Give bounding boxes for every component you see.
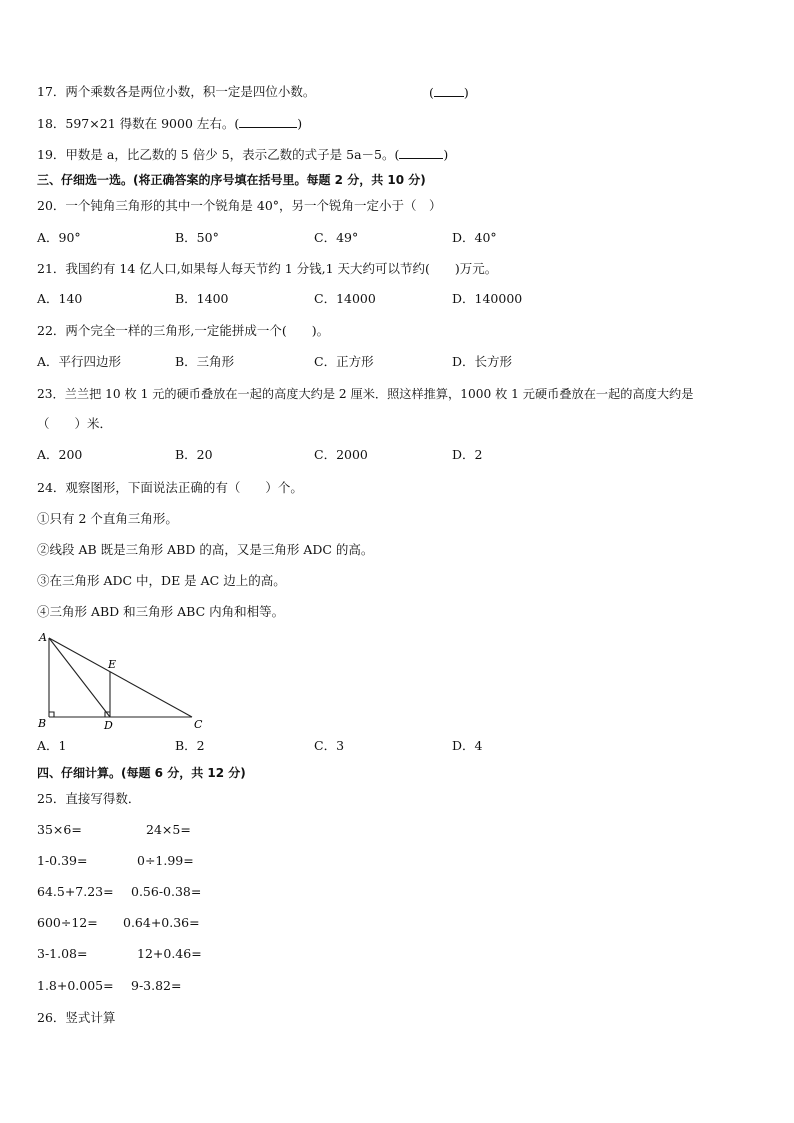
q21-option-b[interactable]: B．1400 — [175, 291, 229, 306]
calc-expression: 1.8+0.005= — [37, 978, 114, 993]
calc-expression: 64.5+7.23= — [37, 884, 114, 899]
segment-ad — [49, 638, 110, 717]
q24-statement-2: ②线段 AB 既是三角形 ABD 的高，又是三角形 ADC 的高。 — [37, 542, 374, 557]
calc-expression: 3-1.08= — [37, 946, 88, 961]
label-e: E — [108, 658, 117, 671]
triangle-figure — [30, 628, 210, 734]
q22-option-d[interactable]: D．长方形 — [452, 354, 513, 369]
q22-option-c[interactable]: C．正方形 — [314, 354, 374, 369]
q20-option-b[interactable]: B．50° — [175, 230, 219, 245]
q24-option-b[interactable]: B．2 — [175, 738, 205, 753]
segment-ac — [49, 638, 192, 717]
question-17 — [37, 84, 315, 100]
question-21-stem: 21．我国约有 14 亿人口,如果每人每天节约 1 分钱,1 天大约可以节约( )万元。 — [37, 261, 498, 276]
question-24-stem: 24．观察图形，下面说法正确的有（ ）个。 — [37, 480, 303, 495]
q23-option-d[interactable]: D．2 — [452, 447, 483, 462]
calc-expression: 0.56-0.38= — [131, 884, 202, 899]
q21-option-c[interactable]: C．14000 — [314, 291, 376, 306]
calc-expression: 1-0.39= — [37, 853, 88, 868]
label-d: D — [104, 719, 113, 732]
label-a: A — [39, 631, 47, 644]
q20-option-d[interactable]: D．40° — [452, 230, 497, 245]
q20-option-a[interactable]: A．90° — [37, 230, 81, 245]
calc-row — [37, 884, 114, 900]
answer-blank-18[interactable] — [239, 115, 297, 128]
label-b: B — [38, 717, 47, 730]
label-c: C — [194, 718, 203, 731]
section-3-heading: 三、仔细选一选。(将正确答案的序号填在括号里。每题 2 分，共 10 分) — [37, 173, 426, 187]
question-26-stem: 26．竖式计算 — [37, 1010, 116, 1025]
q23-option-b[interactable]: B．20 — [175, 447, 213, 462]
calc-expression: 600÷12= — [37, 915, 98, 930]
section-4-heading: 四、仔细计算。(每题 6 分，共 12 分) — [37, 766, 246, 780]
calc-expression: 9-3.82= — [131, 978, 182, 993]
calc-expression: 35×6= — [37, 822, 82, 837]
right-angle-mark-b — [49, 712, 54, 717]
q21-option-a[interactable]: A．140 — [37, 291, 83, 306]
question-22-stem: 22．两个完全一样的三角形,一定能拼成一个( )。 — [37, 323, 330, 338]
q24-statement-4: ④三角形 ABD 和三角形 ABC 内角和相等。 — [37, 604, 285, 619]
question-23-stem-line1: 23．兰兰把 10 枚 1 元的硬币叠放在一起的高度大约是 2 厘米．照这样推算，1000 枚 1 元硬币叠放在一起的高度大约是 — [37, 387, 694, 401]
question-23-stem-line2: （ ）米． — [37, 416, 113, 431]
calc-expression: 0÷1.99= — [137, 853, 194, 868]
question-18: 18．597×21 得数在 9000 左右。( ) — [37, 116, 303, 131]
calc-expression: 24×5= — [146, 822, 191, 837]
q22-option-b[interactable]: B．三角形 — [175, 354, 235, 369]
q23-option-c[interactable]: C．2000 — [314, 447, 368, 462]
question-19-text: 19．甲数是 a，比乙数的 5 倍少 5，表示乙数的式子是 5a－5。( — [37, 147, 400, 162]
q24-option-c[interactable]: C．3 — [314, 738, 345, 753]
q24-option-a[interactable]: A．1 — [37, 738, 67, 753]
question-19: 19．甲数是 a，比乙数的 5 倍少 5，表示乙数的式子是 5a－5。( ) — [37, 147, 449, 162]
question-20-stem: 20．一个钝角三角形的其中一个锐角是 40°，另一个锐角一定小于（ ） — [37, 198, 442, 213]
calc-row — [37, 946, 87, 962]
q24-statement-1: ①只有 2 个直角三角形。 — [37, 511, 178, 526]
calc-expression: 0.64+0.36= — [123, 915, 200, 930]
q22-option-a[interactable]: A．平行四边形 — [37, 354, 122, 369]
q20-option-c[interactable]: C．49° — [314, 230, 359, 245]
calc-row — [37, 978, 114, 994]
calc-expression: 12+0.46= — [137, 946, 202, 961]
q24-statement-3: ③在三角形 ADC 中，DE 是 AC 边上的高。 — [37, 573, 286, 588]
answer-blank-17[interactable]: ( ) — [429, 85, 469, 100]
question-18-text: 18．597×21 得数在 9000 左右。( — [37, 116, 240, 131]
calc-row — [37, 822, 82, 838]
q24-option-d[interactable]: D．4 — [452, 738, 483, 753]
q23-option-a[interactable]: A．200 — [37, 447, 83, 462]
calc-row — [37, 915, 98, 931]
answer-blank-19[interactable] — [399, 146, 443, 159]
calc-row — [37, 853, 87, 869]
q21-option-d[interactable]: D．140000 — [452, 291, 523, 306]
question-25-stem: 25．直接写得数． — [37, 791, 141, 806]
question-17-text: 17．两个乘数各是两位小数，积一定是四位小数。 — [37, 84, 316, 99]
